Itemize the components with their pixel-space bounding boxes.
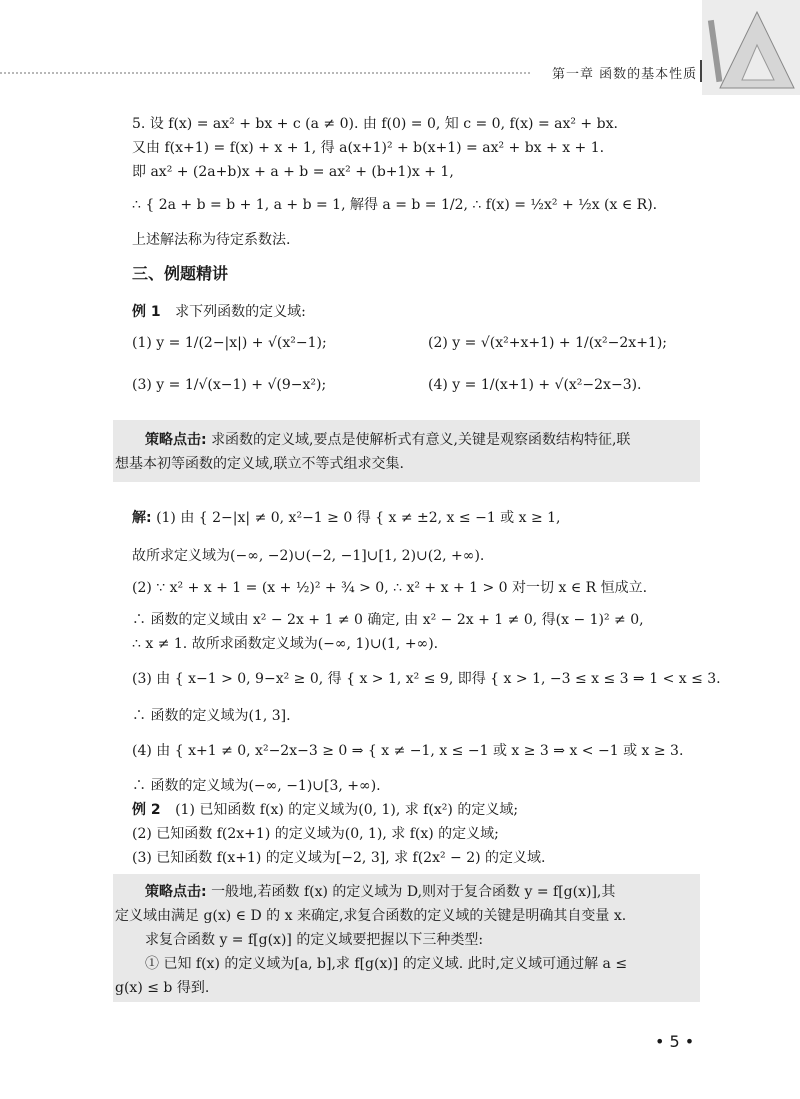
text-line: 5. 设 f(x) = ax² + bx + c (a ≠ 0). 由 f(0) = 0, 知 c = 0, f(x) = ax² + bx. [132, 116, 618, 132]
solution-1 [132, 508, 561, 528]
strategy-text: 一般地,若函数 f(x) 的定义域为 D,则对于复合函数 y = f[g(x)],其 [211, 884, 616, 900]
question-2: (2) y = √(x²+x+1) + 1/(x²−2x+1); [428, 335, 668, 351]
text-line: ∴ { 2a + b = b + 1, a + b = 1, 解得 a = b = 1/2, ∴ f(x) = ½x² + ½x (x ∈ R). [132, 197, 658, 213]
text-line: (3) 已知函数 f(x+1) 的定义域为[−2, 3], 求 f(2x² − 2) 的定义域. [132, 850, 546, 866]
page-number: • 5 • [655, 1032, 695, 1051]
text-line: 即 ax² + (2a+b)x + a + b = ax² + (b+1)x + 1, [132, 164, 454, 180]
text-line: (2) ∵ x² + x + 1 = (x + ½)² + ¾ > 0, ∴ x² + x + 1 > 0 对一切 x ∈ R 恒成立. [132, 580, 648, 596]
strategy-line-1 [145, 882, 615, 902]
text-line: (3) 由 { x−1 > 0, 9−x² ≥ 0, 得 { x > 1, x² ≤ 9, 即得 { x > 1, −3 ≤ x ≤ 3 ⇒ 1 < x ≤ 3. [132, 671, 721, 687]
text-line: ∴ 函数的定义域为(−∞, −1)∪[3, +∞). [132, 778, 381, 794]
text-line: (2) 已知函数 f(2x+1) 的定义域为(0, 1), 求 f(x) 的定义域; [132, 826, 499, 842]
strategy-line-5: g(x) ≤ b 得到. [115, 980, 210, 996]
ruler-pencil-icon [702, 0, 800, 95]
strategy-label: 策略点击: [145, 432, 207, 448]
example-text: 求下列函数的定义域: [175, 304, 306, 320]
question-1: (1) y = 1/(2−|x|) + √(x²−1); [132, 335, 327, 351]
strategy-box-1 [113, 420, 700, 482]
text-line: 又由 f(x+1) = f(x) + x + 1, 得 a(x+1)² + b(x+1) = ax² + bx + x + 1. [132, 140, 605, 156]
text-line: (4) 由 { x+1 ≠ 0, x²−2x−3 ≥ 0 ⇒ { x ≠ −1, x ≤ −1 或 x ≥ 3 ⇒ x < −1 或 x ≥ 3. [132, 743, 684, 759]
strategy-line-1 [145, 430, 630, 450]
strategy-line-3: 求复合函数 y = f[g(x)] 的定义域要把握以下三种类型: [145, 932, 484, 948]
strategy-box-2 [113, 874, 700, 1002]
solution-text: (1) 由 { 2−|x| ≠ 0, x²−1 ≥ 0 得 { x ≠ ±2, x ≤ −1 或 x ≥ 1, [156, 510, 561, 526]
strategy-line-2: 想基本初等函数的定义域,联立不等式组求交集. [115, 456, 404, 472]
text-line: ∴ 函数的定义域为(1, 3]. [132, 708, 291, 724]
example-label: 例 1 [132, 304, 161, 320]
section-heading: 三、例题精讲 [132, 264, 229, 283]
text-line: ∴ 函数的定义域由 x² − 2x + 1 ≠ 0 确定, 由 x² − 2x + 1 ≠ 0, 得(x − 1)² ≠ 0, [132, 612, 644, 628]
text-line: 上述解法称为待定系数法. [132, 232, 291, 248]
solution-label: 解: [132, 510, 152, 526]
corner-logo-decoration [702, 0, 800, 95]
chapter-title: 第一章 函数的基本性质 [552, 67, 698, 82]
strategy-label: 策略点击: [145, 884, 207, 900]
header-dotted-rule [0, 72, 530, 74]
question-3: (3) y = 1/√(x−1) + √(9−x²); [132, 377, 327, 393]
example-2 [132, 800, 518, 820]
strategy-line-2: 定义域由满足 g(x) ∈ D 的 x 来确定,求复合函数的定义域的关键是明确其自变量 x. [115, 908, 627, 924]
text-line: 故所求定义域为(−∞, −2)∪(−2, −1]∪[1, 2)∪(2, +∞). [132, 548, 485, 564]
strategy-text: 求函数的定义域,要点是使解析式有意义,关键是观察函数结构特征,联 [211, 432, 631, 448]
text-line: ∴ x ≠ 1. 故所求函数定义域为(−∞, 1)∪(1, +∞). [132, 636, 439, 652]
strategy-line-4: ① 已知 f(x) 的定义域为[a, b],求 f[g(x)] 的定义域. 此时,定义域可通过解 a ≤ [145, 956, 628, 972]
example-text: (1) 已知函数 f(x) 的定义域为(0, 1), 求 f(x²) 的定义域; [175, 802, 519, 818]
header-divider [700, 60, 702, 82]
question-4: (4) y = 1/(x+1) + √(x²−2x−3). [428, 377, 642, 393]
example-label: 例 2 [132, 802, 161, 818]
example-1 [132, 302, 306, 322]
